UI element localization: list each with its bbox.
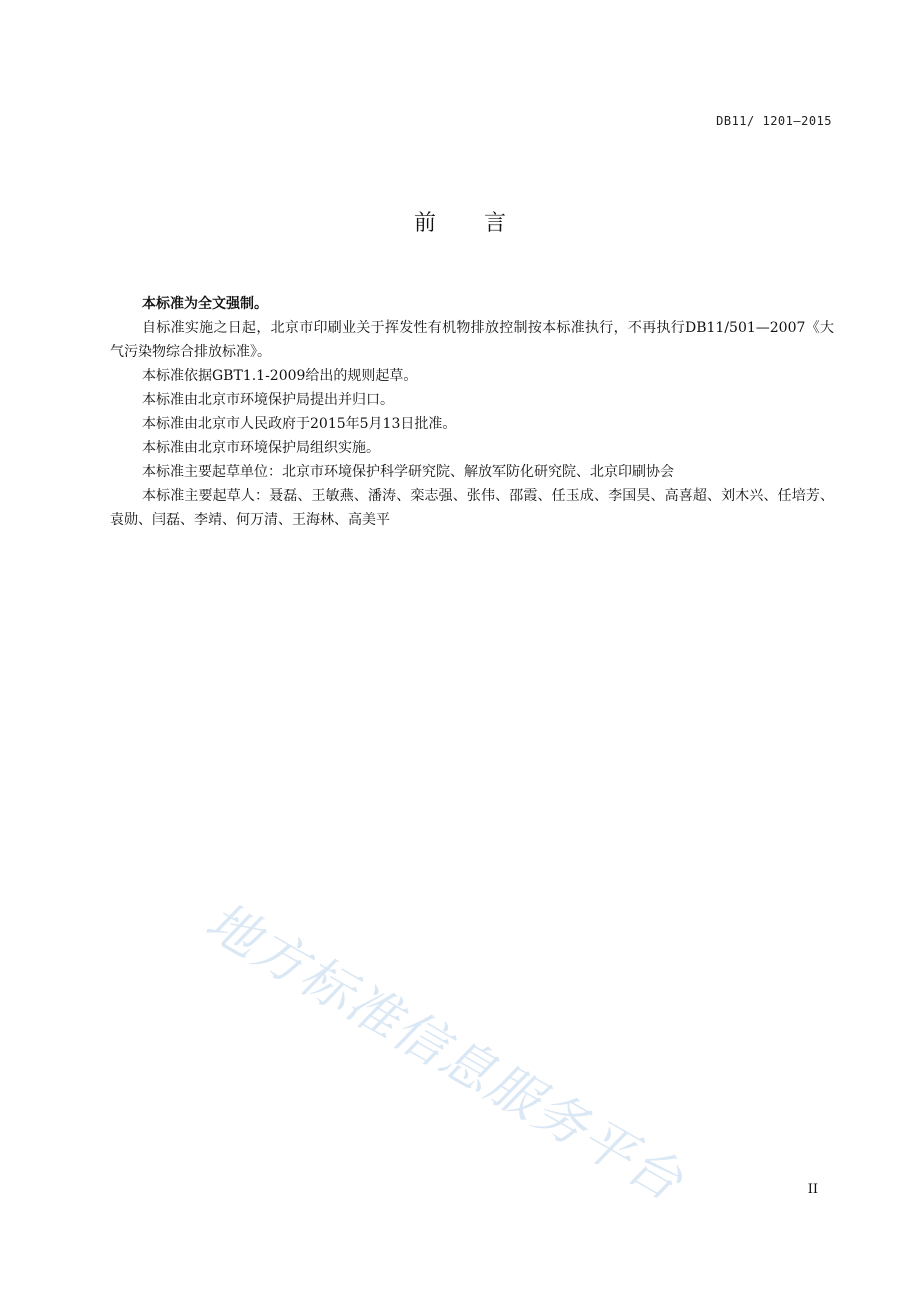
paragraph-proposer: 本标准由北京市环境保护局提出并归口。 xyxy=(142,392,394,408)
paragraph-drafting-units: 本标准主要起草单位：北京市环境保护科学研究院、解放军防化研究院、北京印刷协会 xyxy=(142,464,674,480)
paragraph-approval: 本标准由北京市人民政府于2015年5月13日批准。 xyxy=(142,416,457,432)
paragraph-drafters: 本标准主要起草人：聂磊、王敏燕、潘涛、栾志强、张伟、邵霞、任玉成、李国昊、高喜超、刘木兴、任培芳、袁勋、闫磊、李靖、何万清、王海林、高美平 xyxy=(110,488,834,528)
paragraph-implementer: 本标准由北京市环境保护局组织实施。 xyxy=(142,440,380,456)
paragraph-drafting-rules: 本标准依据GBT1.1-2009给出的规则起草。 xyxy=(142,368,418,384)
mandatory-statement: 本标准为全文强制。 xyxy=(142,296,268,312)
watermark: 地方标准信息服务平台 xyxy=(195,891,694,1214)
document-code: DB11/ 1201—2015 xyxy=(716,114,832,128)
page-number: II xyxy=(807,1182,818,1197)
page-title: 前言 xyxy=(413,211,554,236)
foreword-body xyxy=(110,292,834,532)
paragraph-implementation: 自标准实施之日起，北京市印刷业关于挥发性有机物排放控制按本标准执行，不再执行DB11/501—2007《大气污染物综合排放标准》。 xyxy=(110,320,834,360)
